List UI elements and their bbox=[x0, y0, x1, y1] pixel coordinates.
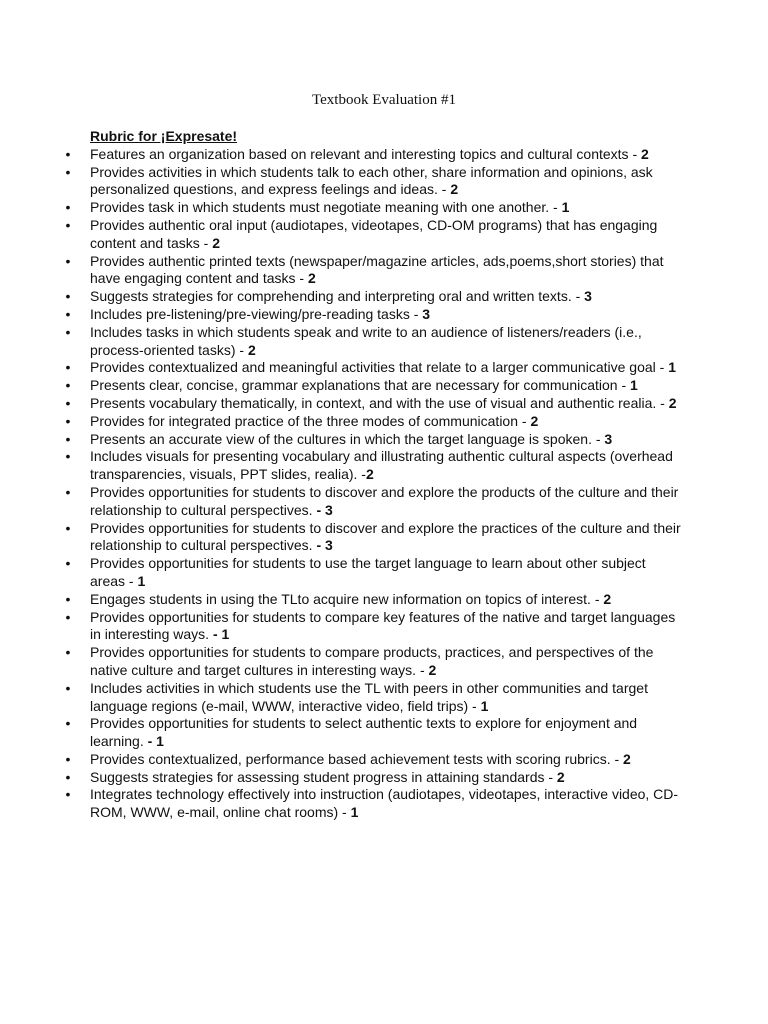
criterion-score: - 1 bbox=[212, 626, 230, 643]
criterion-text: Provides opportunities for students to discover and explore the products of the culture and their relationship to cultural perspectives. bbox=[90, 483, 679, 518]
criterion-score: 1 bbox=[137, 572, 146, 589]
criterion-score: 3 bbox=[604, 430, 613, 447]
criterion-text: Provides opportunities for students to compare products, practices, and perspectives of the native culture and target cultures in interesting ways. - bbox=[90, 644, 654, 678]
criterion-item bbox=[63, 448, 683, 484]
document-body bbox=[63, 128, 683, 822]
criterion-text: Suggests strategies for comprehending and interpreting oral and written texts. - bbox=[90, 288, 585, 305]
criterion-item bbox=[63, 644, 683, 680]
criterion-text: Includes activities in which students use the TL with peers in other communities and target language regions (e-mail, WWW, interactive video, field trips) - bbox=[90, 679, 648, 714]
bullet-icon: • bbox=[65, 394, 71, 411]
criterion-item bbox=[63, 217, 683, 253]
criterion-text: Provides opportunities for students to select authentic texts to explore for enjoyment and learning. bbox=[90, 715, 638, 750]
bullet-icon: • bbox=[65, 323, 71, 340]
bullet-icon: • bbox=[65, 644, 71, 661]
bullet-icon: • bbox=[65, 305, 71, 322]
criterion-text: Presents clear, concise, grammar explanations that are necessary for communication - bbox=[90, 377, 631, 394]
criterion-item bbox=[63, 146, 683, 164]
criterion-item bbox=[63, 751, 683, 769]
criterion-text: Provides opportunities for students to discover and explore the practices of the culture and their relationship to cultural perspectives. bbox=[90, 519, 681, 554]
bullet-icon: • bbox=[65, 359, 71, 376]
criterion-score: 2 bbox=[556, 768, 565, 785]
criterion-text: Provides contextualized and meaningful activities that relate to a larger communicative goal - bbox=[90, 359, 669, 376]
criterion-text: Provides authentic printed texts (newspaper/magazine articles, ads,poems,short stories) that have engaging content and tasks - bbox=[90, 252, 664, 287]
criterion-text: Engages students in using the TLto acquire new information on topics of interest. - bbox=[90, 590, 604, 607]
criterion-text: Provides opportunities for students to use the target language to learn about other subject areas - bbox=[90, 555, 646, 589]
criterion-item bbox=[63, 431, 683, 449]
bullet-icon: • bbox=[65, 483, 71, 500]
criterion-item bbox=[63, 377, 683, 395]
criterion-item bbox=[63, 199, 683, 217]
bullet-icon: • bbox=[65, 163, 71, 180]
bullet-icon: • bbox=[65, 252, 71, 269]
criterion-score: 1 bbox=[350, 804, 359, 821]
criterion-score: - 3 bbox=[316, 501, 333, 518]
criterion-item bbox=[63, 164, 683, 200]
criterion-score: - 3 bbox=[316, 537, 333, 554]
bullet-icon: • bbox=[65, 715, 71, 732]
criterion-text: Provides task in which students must negotiate meaning with one another. - bbox=[90, 199, 562, 216]
bullet-icon: • bbox=[65, 679, 71, 696]
criterion-item bbox=[63, 591, 683, 609]
criterion-item bbox=[63, 484, 683, 520]
rubric-heading: Rubric for ¡Expresate! bbox=[90, 128, 238, 144]
criterion-text: Provides activities in which students talk to each other, share information and opinions, ask personalized questions, and express feelings and ideas. - bbox=[90, 163, 653, 198]
bullet-icon: • bbox=[65, 430, 71, 447]
document-title: Textbook Evaluation #1 bbox=[312, 92, 456, 108]
bullet-icon: • bbox=[65, 519, 71, 536]
criterion-item bbox=[63, 786, 683, 822]
criterion-score: 2 bbox=[450, 181, 459, 198]
criterion-score: - 1 bbox=[147, 733, 164, 750]
criterion-item bbox=[63, 555, 683, 591]
criterion-item bbox=[63, 288, 683, 306]
criterion-item bbox=[63, 306, 683, 324]
criterion-item bbox=[63, 359, 683, 377]
bullet-icon: • bbox=[65, 750, 71, 767]
criterion-score: 1 bbox=[480, 697, 489, 714]
criterion-item bbox=[63, 715, 683, 751]
criterion-score: 2 bbox=[668, 394, 677, 411]
criterion-score: 2 bbox=[247, 341, 256, 358]
criterion-text: Provides authentic oral input (audiotapes, videotapes, CD-OM programs) that has engaging content and tasks - bbox=[90, 216, 658, 251]
criterion-item bbox=[63, 413, 683, 431]
criterion-score: 2 bbox=[603, 590, 612, 607]
bullet-icon: • bbox=[65, 377, 71, 394]
criterion-score: 1 bbox=[561, 199, 570, 216]
bullet-icon: • bbox=[65, 590, 71, 607]
criteria-list bbox=[63, 146, 683, 822]
criterion-item bbox=[63, 253, 683, 289]
criterion-text: Presents vocabulary thematically, in context, and with the use of visual and authentic realia. - bbox=[90, 394, 669, 411]
bullet-icon: • bbox=[65, 412, 71, 429]
criterion-item bbox=[63, 395, 683, 413]
criterion-score: 2 bbox=[641, 145, 649, 162]
criterion-score: 3 bbox=[584, 288, 592, 305]
bullet-icon: • bbox=[65, 786, 71, 803]
criterion-text: Includes tasks in which students speak and write to an audience of listeners/readers (i.e., process-oriented tasks) - bbox=[90, 323, 642, 358]
bullet-icon: • bbox=[65, 199, 71, 216]
bullet-icon: • bbox=[65, 448, 71, 465]
criterion-item bbox=[63, 609, 683, 645]
bullet-icon: • bbox=[65, 145, 71, 162]
criterion-text: Provides for integrated practice of the three modes of communication - bbox=[90, 412, 531, 429]
criterion-text: Includes visuals for presenting vocabulary and illustrating authentic cultural aspects (overhead transparencies, visuals, PPT slides, realia). - bbox=[90, 448, 673, 483]
criterion-text: Includes pre-listening/pre-viewing/pre-reading tasks - bbox=[90, 305, 423, 322]
criterion-item bbox=[63, 769, 683, 787]
bullet-icon: • bbox=[65, 288, 71, 305]
criterion-text: Integrates technology effectively into instruction (audiotapes, videotapes, interactive video, CD-ROM, WWW, e-mail, online chat rooms) - bbox=[90, 786, 679, 821]
criterion-score: 2 bbox=[623, 750, 631, 767]
criterion-text: Features an organization based on relevant and interesting topics and cultural contexts - bbox=[90, 145, 641, 162]
criterion-score: 2 bbox=[307, 270, 316, 287]
bullet-icon: • bbox=[65, 555, 71, 572]
criterion-item bbox=[63, 520, 683, 556]
criterion-text: Suggests strategies for assessing student progress in attaining standards - bbox=[90, 768, 557, 785]
criterion-text: Provides contextualized, performance based achievement tests with scoring rubrics. - bbox=[90, 750, 624, 767]
criterion-text: Presents an accurate view of the cultures in which the target language is spoken. - bbox=[90, 430, 605, 447]
criterion-item bbox=[63, 324, 683, 360]
bullet-icon: • bbox=[65, 608, 71, 625]
criterion-score: 1 bbox=[630, 377, 638, 394]
criterion-score: 3 bbox=[422, 305, 431, 322]
criterion-item bbox=[63, 680, 683, 716]
criterion-score: 2 bbox=[530, 412, 539, 429]
bullet-icon: • bbox=[65, 216, 71, 233]
criterion-score: 2 bbox=[212, 234, 220, 251]
criterion-text: Provides opportunities for students to compare key features of the native and target languages in interesting ways. bbox=[90, 608, 676, 643]
criterion-score: 2 bbox=[365, 466, 374, 483]
criterion-score: 2 bbox=[428, 661, 437, 678]
bullet-icon: • bbox=[65, 768, 71, 785]
criterion-score: 1 bbox=[668, 359, 676, 376]
